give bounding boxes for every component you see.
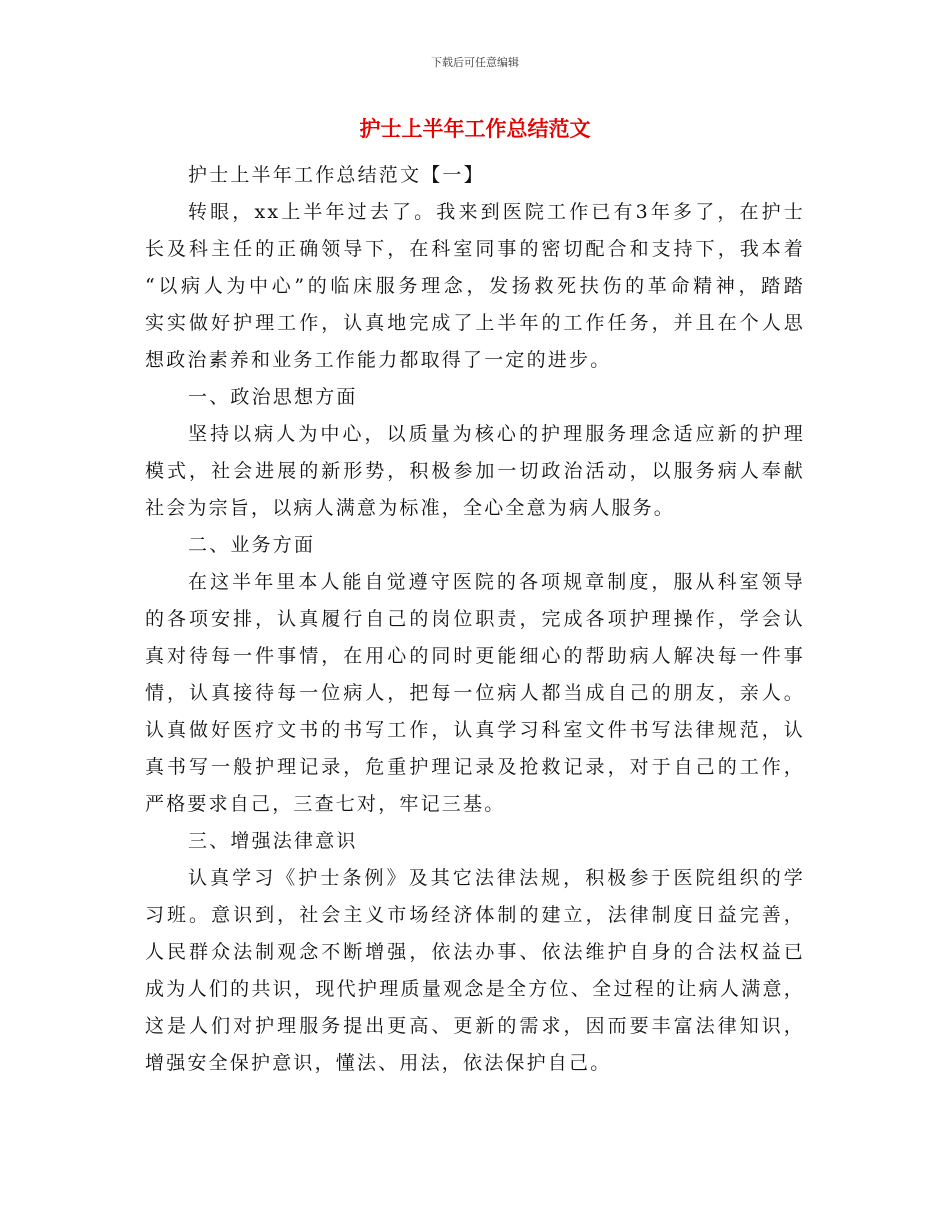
text-line: 社会为宗旨，以病人满意为标准，全心全意为病人服务。 (145, 497, 676, 519)
page-header-note: 下载后可任意编辑 (431, 56, 519, 69)
text-line: “以病人为中心”的临床服务理念，发扬救死扶伤的革命精神，踏踏 (145, 275, 805, 297)
text-line: 人民群众法制观念不断增强，依法办事、依法维护自身的合法权益已 (145, 941, 805, 963)
text-line: 严格要求自己，三查七对，牢记三基。 (145, 793, 506, 815)
text-line: 认真做好医疗文书的书写工作，认真学习科室文件书写法律规范，认 (145, 719, 805, 741)
text-line: 习班。意识到，社会主义市场经济体制的建立，法律制度日益完善， (145, 904, 805, 926)
text-line: 转眼，xx上半年过去了。我来到医院工作已有3年多了，在护士 (188, 201, 805, 223)
section-heading: 一、政治思想方面 (188, 386, 358, 408)
section-heading: 三、增强法律意识 (188, 830, 358, 852)
text-line: 情，认真接待每一位病人，把每一位病人都当成自己的朋友，亲人。 (145, 682, 805, 704)
text-line: 增强安全保护意识，懂法、用法，依法保护自己。 (145, 1052, 612, 1074)
text-line: 实实做好护理工作，认真地完成了上半年的工作任务，并且在个人思 (145, 312, 805, 334)
text-line: 真书写一般护理记录，危重护理记录及抢救记录，对于自己的工作， (145, 756, 805, 778)
text-line: 模式，社会进展的新形势，积极参加一切政治活动，以服务病人奉献 (145, 460, 805, 482)
document-title: 护士上半年工作总结范文 (359, 117, 591, 141)
text-line: 想政治素养和业务工作能力都取得了一定的进步。 (145, 349, 612, 371)
section-heading: 二、业务方面 (188, 534, 316, 556)
text-line: 成为人们的共识，现代护理质量观念是全方位、全过程的让病人满意， (145, 978, 805, 1000)
text-line: 护士上半年工作总结范文【一】 (188, 164, 485, 186)
text-line: 认真学习《护士条例》及其它法律法规，积极参于医院组织的学 (188, 867, 805, 889)
text-line: 真对待每一件事情，在用心的同时更能细心的帮助病人解决每一件事 (145, 645, 805, 667)
text-line: 坚持以病人为中心，以质量为核心的护理服务理念适应新的护理 (188, 423, 805, 445)
text-line: 在这半年里本人能自觉遵守医院的各项规章制度，服从科室领导 (188, 571, 805, 593)
text-line: 长及科主任的正确领导下，在科室同事的密切配合和支持下，我本着 (145, 238, 805, 260)
text-line: 这是人们对护理服务提出更高、更新的需求，因而要丰富法律知识， (145, 1015, 805, 1037)
text-line: 的各项安排，认真履行自己的岗位职责，完成各项护理操作，学会认 (145, 608, 805, 630)
